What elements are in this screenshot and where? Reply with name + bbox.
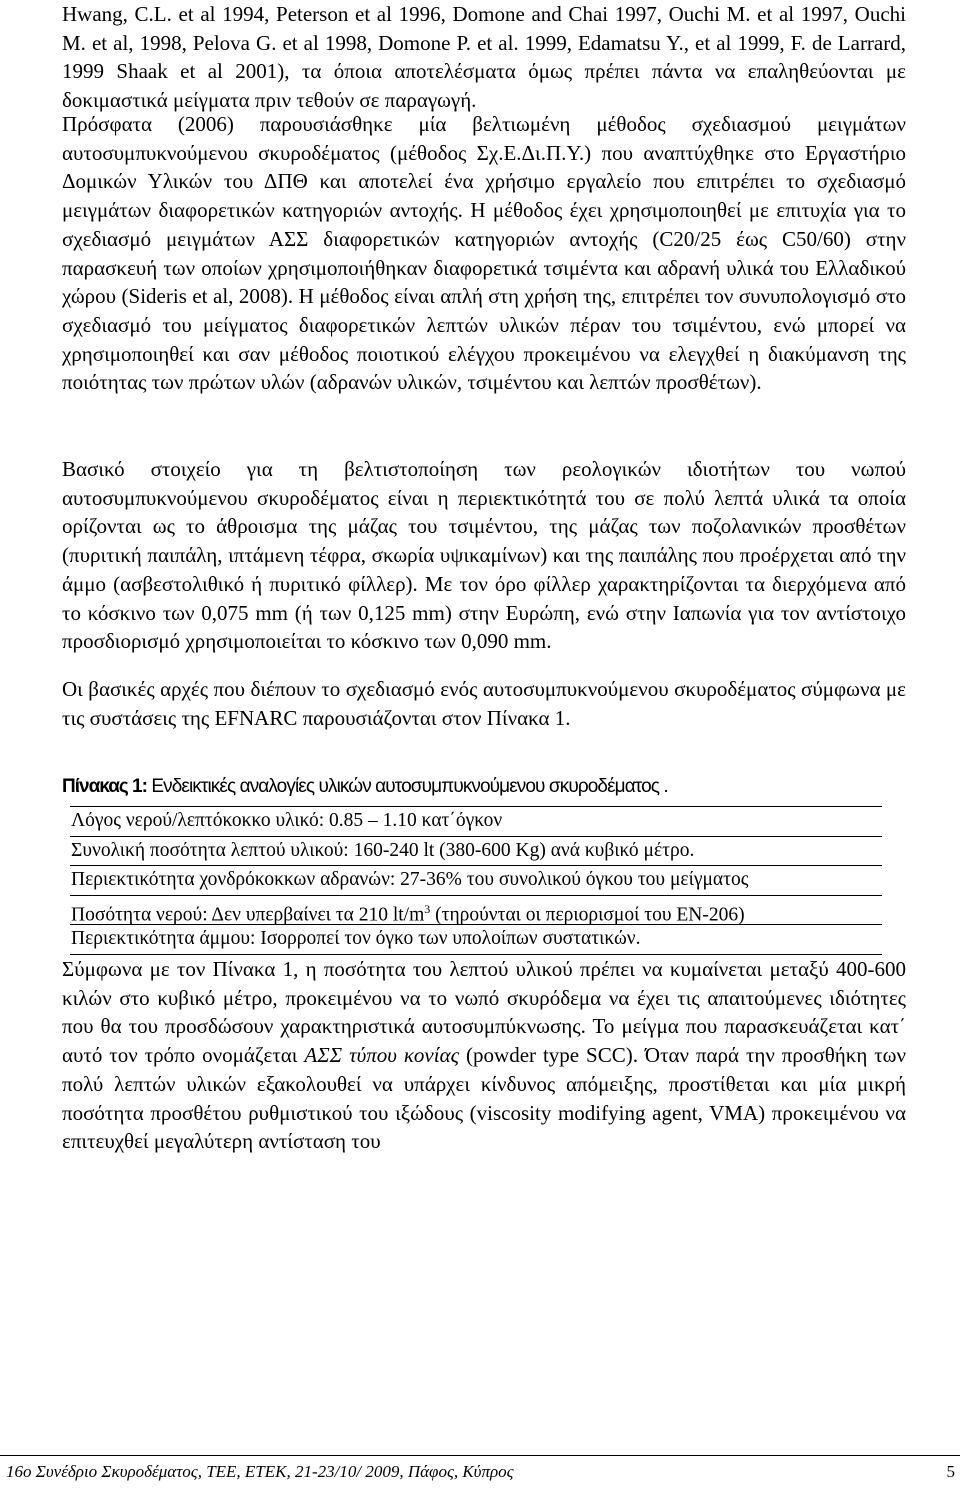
table-caption	[62, 776, 906, 798]
table-row: Περιεκτικότητα άμμου: Ισορροπεί τον όγκο των υπολοίπων συστατικών.	[70, 925, 882, 955]
table-caption-label: Πίνακας 1:	[62, 776, 147, 797]
paragraph-method: Πρόσφατα (2006) παρουσιάσθηκε μία βελτιωμένη μέθοδος σχεδιασμού μειγμάτων αυτοσυμπυκνούμενου σκυροδέματος (μέθοδος Σχ.Ε.Δι.Π.Υ.) που αναπτύχθηκε στο Εργαστήριο Δομικών Υλικών του ΔΠΘ και αποτελεί ένα χρήσιμο εργαλείο που επιτρέπει το σχεδιασμό μειγμάτων διαφορετικών κατηγοριών αντοχής. Η μέθοδος έχει χρησιμοποιηθεί με επιτυχία για το σχεδιασμό μειγμάτων ΑΣΣ διαφορετικών κατηγοριών αντοχής (C20/25 έως C50/60) στην παρασκευή των οποίων χρησιμοποιήθηκαν διαφορετικά τσιμέντα και αδρανή υλικά του Ελλαδικού χώρου (Sideris et al, 2008). Η μέθοδος είναι απλή στη χρήση της, επιτρέπει τον συνυπολογισμό στο σχεδιασμό του μείγματος διαφορετικών λεπτών υλικών πέραν του τσιμέντου, ενώ μπορεί να χρησιμοποιηθεί και σαν μέθοδος ποιοτικού ελέγχου προκειμένου να ελεγχθεί η διακύμανση της ποιότητας των πρώτων υλών (αδρανών υλικών, τσιμέντου και λεπτών προσθέτων).	[62, 112, 906, 395]
table-row	[70, 896, 882, 926]
paragraph-references: Hwang, C.L. et al 1994, Peterson et al 1996, Domone and Chai 1997, Ouchi M. et al 1997, Ouchi M. et al, 1998, Pelova G. et al 1998, Domone P. et al. 1999, Edamatsu Y., et al 1999, F. de Larrard, 1999 Shaak et al 2001), τα όποια αποτελέσματα όμως πρέπει πάντα να επαληθεύονται με δοκιμαστικά μείγματα πριν τεθούν σε παραγωγή.	[62, 2, 906, 113]
paragraph-principles: Οι βασικές αρχές που διέπουν το σχεδιασμό ενός αυτοσυμπυκνούμενου σκυροδέματος σύμφωνα με τις συστάσεις της EFNARC παρουσιάζονται στον Πίνακα 1.	[62, 677, 906, 730]
footer-conference: 16ο Συνέδριο Σκυροδέματος, ΤΕΕ, ΕΤΕΚ, 21-23/10/ 2009, Πάφος, Κύπρος	[6, 1462, 514, 1481]
table-row: Συνολική ποσότητα λεπτού υλικού: 160-240 lt (380-600 Kg) ανά κυβικό μέτρο.	[70, 837, 882, 867]
footer-rule	[0, 1455, 960, 1456]
italic-term: ΑΣΣ τύπου κονίας	[304, 1043, 460, 1068]
superscript: 3	[424, 901, 431, 916]
table-proportions	[70, 806, 882, 955]
row-text: (τηρούνται οι περιορισμοί του EN-206)	[430, 904, 745, 925]
paragraph-powder-type	[62, 955, 906, 1156]
table-caption-text: Ενδεικτικές αναλογίες υλικών αυτοσυμπυκνούμενου σκυροδέματος .	[146, 776, 668, 797]
row-text: Ποσότητα νερού: Δεν υπερβαίνει τα 210 lt/m	[71, 904, 425, 925]
paragraph-text: (powder type SCC). Όταν παρά την προσθήκη των πολύ λεπτών υλικών εξακολουθεί να υπάρχει κίνδυνος απόμειξης, προστίθεται και μία μικρή ποσότητα προσθέτου ρυθμιστικού του ιξώδους (viscosity modifying agent, VMA) προκειμένου να επιτευχθεί μεγαλύτερη αντίσταση του	[62, 1043, 906, 1154]
paragraph-fines: Βασικό στοιχείο για τη βελτιστοποίηση των ρεολογικών ιδιοτήτων του νωπού αυτοσυμπυκνούμενου σκυροδέματος είναι η περιεκτικότητά του σε πολύ λεπτά υλικά τα οποία ορίζονται ως το άθροισμα της μάζας του τσιμέντου, της μάζας των ποζολανικών προσθέτων (πυριτική παιπάλη, ιπτάμενη τέφρα, σκωρία υψικαμίνων) και της παιπάλης που προέρχεται από την άμμο (ασβεστολιθικό ή πυριτικό φίλλερ). Με τον όρο φίλλερ χαρακτηρίζονται τα διερχόμενα από το κόσκινο των 0,075 mm (ή των 0,125 mm) στην Ευρώπη, ενώ στην Ιαπωνία για τον αντίστοιχο προσδιορισμό χρησιμοποιείται το κόσκινο των 0,090 mm.	[62, 457, 906, 654]
table-row: Λόγος νερού/λεπτόκοκκο υλικό: 0.85 – 1.10 κατ΄όγκον	[70, 806, 882, 837]
page-number: 5	[946, 1462, 955, 1481]
paragraph-text: Σύμφωνα με τον Πίνακα 1, η ποσότητα του λεπτού υλικού πρέπει να κυμαίνεται μεταξύ 400-600 κιλών στο κυβικό μέτρο, προκειμένου να το νωπό σκυρόδεμα να έχει τις απαιτούμενες ιδιότητες που θα του προσδώσουν χαρακτηριστικά αυτοσυμπύκνωσης. Το μείγμα που παρασκευάζεται κατ΄ αυτό τον τρόπο ονομάζεται	[62, 957, 906, 1068]
table-row: Περιεκτικότητα χονδρόκοκκων αδρανών: 27-36% του συνολικού όγκου του μείγματος	[70, 866, 882, 896]
